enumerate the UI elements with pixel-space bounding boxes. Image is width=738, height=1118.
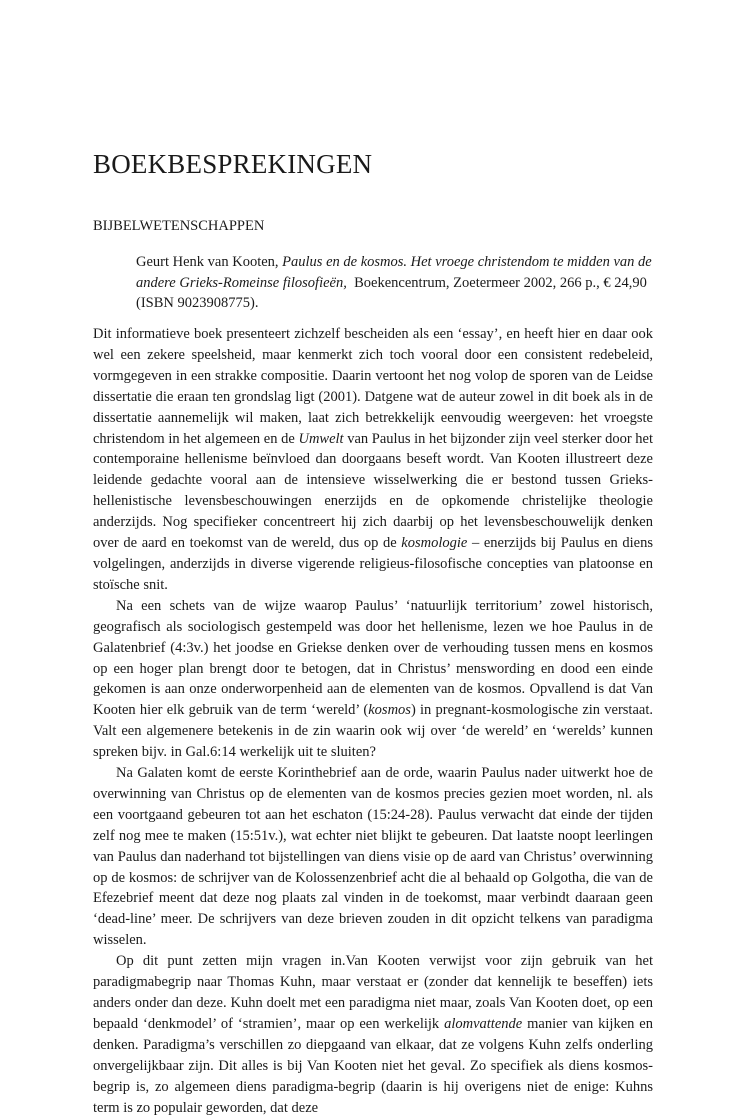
review-body [93, 324, 653, 1118]
paragraph-2-text-a: Na een schets van de wijze waarop Paulus’ ‘natuurlijk territorium’ zowel historisch, geografisch als sociologisch gestempeld was door het hellenisme, lezen we hoe Paulus in de Galatenbrief (4:3v.) het joodse en Griekse denken over de verhouding tussen mens en kosmos op een hoger plan brengt door te betogen, dat in Christus’ menswording en dood een einde gekomen is aan onze onderworpenheid aan de elementen van de kosmos. Opvallend is dat Van Kooten hier elk gebruik van de term ‘wereld’ ( [93, 597, 653, 719]
paragraph-1-text-e: – enerzijds bij Paulus en diens volgelingen, anderzijds in diverse vigerende religieus-filosofische concepties van platoonse en stoïsche snit. [93, 535, 654, 593]
paragraph-1-text-c: van Paulus in het bijzonder zijn veel sterker door het contemporaine hellenisme beïnvloed dan doorgaans beseft wordt. Van Kooten illustreert deze leidende gedachte vooral aan de intensieve wisselwerking die er bestond tussen Grieks-hellenistische levensbeschouwingen enerzijds en de opkomende christelijke theologie anderzijds. Nog specifieker concentreert hij zich daarbij op het levensbeschouwelijk denken over de aard en toekomst van de wereld, dus op de [93, 430, 654, 552]
citation-publisher-info: Boekencentrum, Zoetermeer 2002, 266 p., € 24,90 (ISBN 9023908775). [136, 274, 647, 311]
paragraph-1 [93, 324, 653, 596]
paragraph-1-text-a: Dit informatieve boek presenteert zichzelf bescheiden als een ‘essay’, en heeft hier en daar ook wel een zekere speelsheid, maar kenmerkt zich toch vooral door een consistent redebeleid, vormgegeven in een strakke compositie. Daarin vertoont het nog volop de sporen van de Leidse dissertatie die eraan ten grondslag ligt (2001). Datgene wat de auteur zowel in dit boek als in de dissertatie aannemelijk wil maken, laat zich betrekkelijk eenvoudig weergeven: het vroegste christendom in het algemeen en de [93, 326, 653, 447]
paragraph-4 [93, 951, 653, 1118]
citation-author: Geurt Henk van Kooten, [136, 254, 279, 270]
paragraph-4-italic-alomvattende: alomvattende [444, 1015, 523, 1032]
paragraph-4-text-c: manier van kijken en denken. Paradigma’s verschillen zo diepgaand van elkaar, dat ze volgens Kuhn zelfs onderling onvergelijkbaar zijn. Dit alles is bij Van Kooten niet het geval. Zo specifiek als diens kosmos-begrip is, zo algemeen diens paradigma-begrip (daarin is hij overigens niet de enige: Kuhns term is zo populair geworden, dat deze [93, 1015, 653, 1116]
paragraph-2-text-c: ) in pregnant-kosmologische zin verstaat. Valt een algemenere betekenis in de zin waarin ook wij over ‘de wereld’ en ‘werelds’ kunnen spreken bijv. in Gal.6:14 werkelijk uit te sluiten? [93, 702, 653, 761]
paragraph-4-text-a: Op dit punt zetten mijn vragen in.Van Kooten verwijst voor zijn gebruik van het paradigmabegrip naar Thomas Kuhn, maar verstaat er (zonder dat kennelijk te beseffen) iets anders onder dan deze. Kuhn doelt met een paradigma niet maar, zoals Van Kooten doet, op een bepaald ‘denkmodel’ of ‘stramien’, maar op een werkelijk [93, 953, 653, 1032]
paragraph-1-italic-kosmologie: kosmologie [401, 535, 468, 552]
paragraph-1-italic-umwelt: Umwelt [298, 430, 344, 447]
page-title: BOEKBESPREKINGEN [93, 149, 373, 179]
paragraph-3-text-a: Na Galaten komt de eerste Korinthebrief aan de orde, waarin Paulus nader uitwerkt hoe de overwinning van Christus op de elementen van de kosmos precies gezien moet worden, nl. als een voortgaand gebeuren tot aan het eschaton (15:24-28). Paulus verwacht dat einde der tijden zelf nog mee te maken (15:51v.), wat echter niet blijkt te gebeuren. Dat laatste noopt leerlingen van Paulus dan naderhand tot bijstellingen van diens visie op de aard van Christus’ overwinning op de kosmos: de schrijver van de Kolossenzenbrief acht die al behaald op Golgotha, die van de Efezebrief meent dat deze nog plaats zal vinden in de toekomst, maar verbindt daaraan geen ‘dead-line’ meer. De schrijvers van deze brieven zouden in dit opzicht telkens van paradigma wisselen. [93, 765, 653, 949]
citation-book-title: Paulus en de kosmos. Het vroege christendom te midden van de andere Grieks-Romeinse filosofieën, [136, 254, 652, 291]
paragraph-2-italic-kosmos: kosmos [368, 702, 411, 719]
book-citation [136, 252, 652, 314]
paragraph-2 [93, 596, 653, 763]
section-heading: BIJBELWETENSCHAPPEN [93, 218, 265, 234]
paragraph-3 [93, 763, 653, 951]
